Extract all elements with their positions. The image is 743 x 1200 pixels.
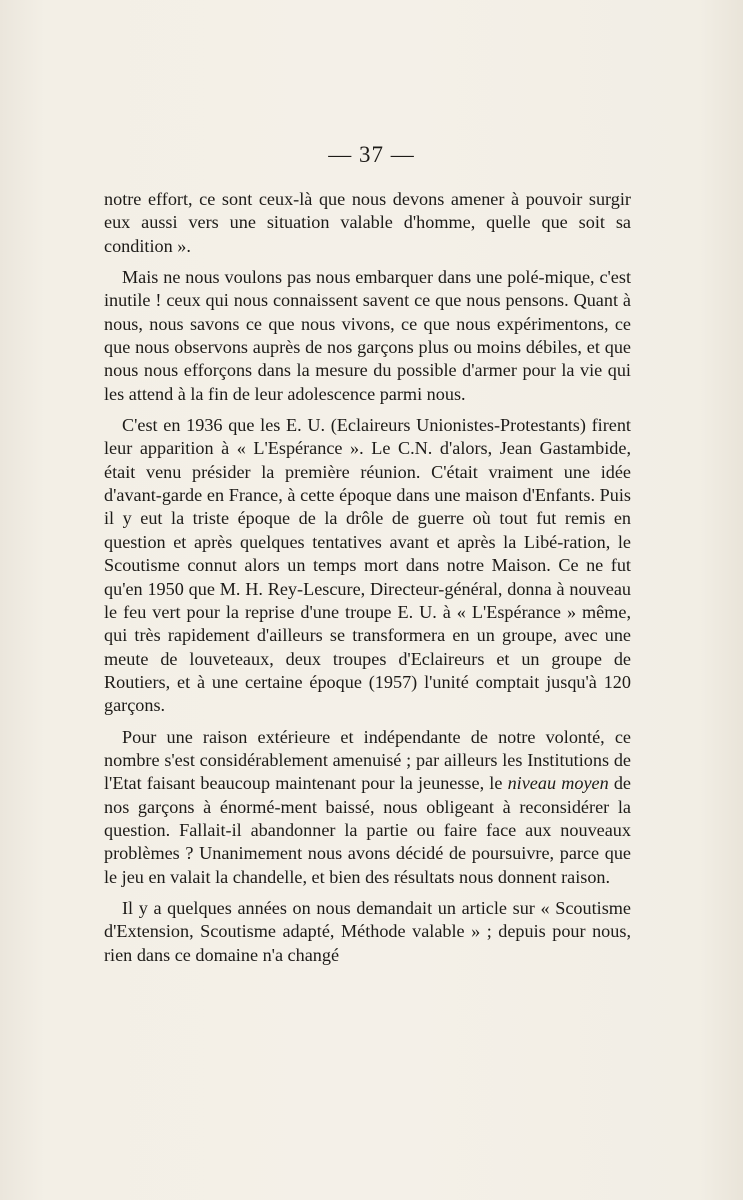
emphasis-niveau-moyen: niveau moyen	[507, 773, 609, 794]
paragraph-2: Mais ne nous voulons pas nous embarquer dans une polé-mique, c'est inutile ! ceux qui nous connaissent savent ce que nous pensons. Quant à nous, nous savons ce que nous vivons, ce que nous expérimentons, ce que nous observons auprès de nos garçons plus ou moins débiles, et que nous nous efforçons dans la mesure du possible d'armer pour la vie qui les attend à la fin de leur adolescence parmi nous.	[104, 267, 631, 404]
paragraph-1: notre effort, ce sont ceux-là que nous devons amener à pouvoir surgir eux aussi vers une situation valable d'homme, quelle que soit sa condition ».	[104, 189, 631, 256]
body-text	[104, 188, 631, 967]
paragraph-4-part-1: Pour une raison extérieure et indépendante de notre volonté, ce nombre s'est considérablement amenuisé ; par ailleurs les Institutions de l'Etat faisant beaucoup maintenant pour la jeunesse, le	[104, 726, 631, 794]
paragraph-3: C'est en 1936 que les E. U. (Eclaireurs Unionistes-Protestants) firent leur apparition à « L'Espérance ». Le C.N. d'alors, Jean Gastambide, était venu présider la première réunion. C'était vraiment une idée d'avant-garde en France, à cette époque dans une maison d'Enfants. Puis il y eut la triste époque de la drôle de guerre où tout fut remis en question et après quelques tentatives avant et après la Libé-ration, le Scoutisme connut alors un temps mort dans notre Maison. Ce ne fut qu'en 1950 que M. H. Rey-Lescure, Directeur-général, donna à nouveau le feu vert pour la reprise d'une troupe E. U. à « L'Espérance » même, qui très rapidement d'ailleurs se transformera en un groupe, avec une meute de louveteaux, deux troupes d'Eclaireurs et un groupe de Routiers, et à une certaine époque (1957) l'unité comptait jusqu'à 120 garçons.	[104, 415, 631, 716]
paragraph-5: Il y a quelques années on nous demandait un article sur « Scoutisme d'Extension, Scoutisme adapté, Méthode valable » ; depuis pour nous, rien dans ce domaine n'a changé	[104, 897, 631, 965]
paragraph-4-part-2: de nos garçons à énormé-ment baissé, nous obligeant à reconsidérer la question. Fallait-il abandonner la partie ou faire face aux nouveaux problèmes ? Unanimement nous avons décidé de poursuivre, parce que le jeu en valait la chandelle, et bien des résultats nous donnent raison.	[104, 773, 632, 887]
page-number: — 37 —	[328, 142, 415, 167]
paragraph-4	[104, 726, 631, 889]
